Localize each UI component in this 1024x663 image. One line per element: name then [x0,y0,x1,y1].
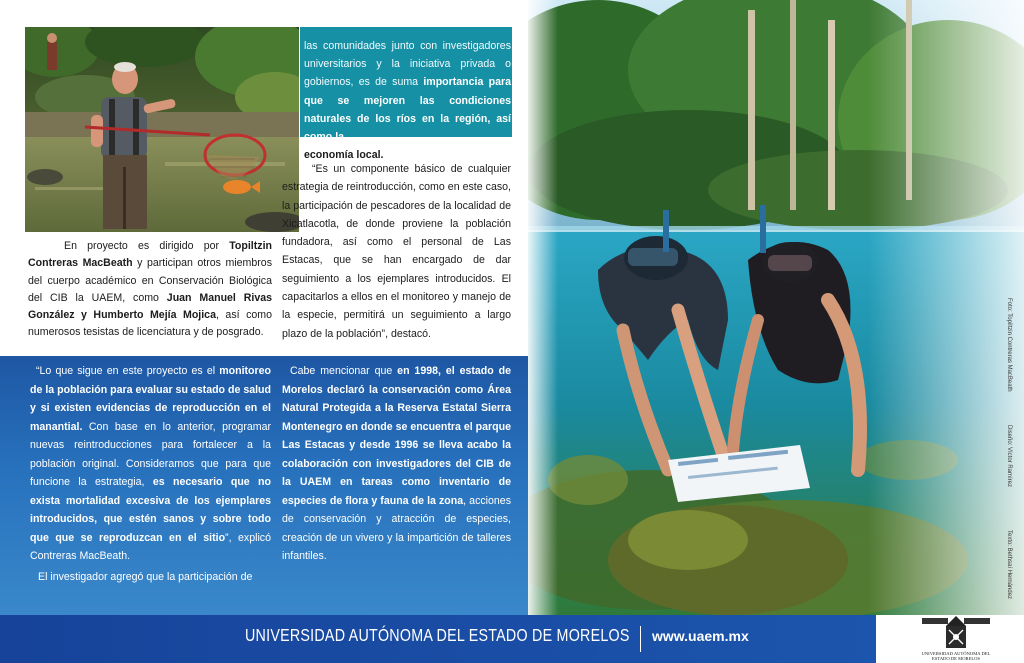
teal-text-1: las comunidades junto con investigadores universitarios y la iniciativa privada o gobiernos, es de suma [304,40,511,89]
logo-text-line-1: UNIVERSIDAD AUTÓNOMA DEL [921,651,991,656]
photo-credit: Foto: Topiltzin Contreras MacBeath [1006,298,1012,392]
footer-website-link[interactable]: www.uaem.mx [652,628,749,644]
blue-left-column [30,362,271,586]
footer-university-name: UNIVERSIDAD AUTÓNOMA DEL ESTADO DE MORELOS [245,625,630,645]
quote-paragraph: “Es un componente básico de cualquier estrategia de reintroducción, como en este caso, la participación de pescadores de la localidad de Xicatlacotla, de donde proviene la población fundadora, así como el personal de Las Estacas, que se han encargado de dar seguimiento a los ejemplares introducidos. El capacitarlos a ellos en el monitoreo y manejo de la especie, permitirá un seguimiento a largo plazo de la población”, destacó. [282,163,511,340]
intro-text-3: , así como numerosos tesistas de licenciatura y de posgrado. [28,309,272,339]
blue-left-bold-2: es necesario que no exista mortalidad excesiva de los ejemplares introducidos, que estén sanos y sobre todo que que se reproduzcan en el sitio [30,476,271,544]
teal-highlight-text [304,37,511,164]
intro-text-1: En proyecto es dirigido por [64,240,230,252]
blue-left-bold-1: monitoreo de la población para evaluar su estado de salud y si existen evidencias de reproducción en el manantial. [30,365,271,433]
blue-right-bold: en 1998, el estado de Morelos declaró la conservación como Área Natural Protegida a la Reserva Estatal Sierra Montenegro en donde se encuentra el parque Las Estacas y desde 1996 se lleva acabo la colaboración con investigadores del CIB de la UAEM en tareas como inventario de especies de flora y fauna de la zona [282,365,511,507]
blue-left-paragraph-1 [30,362,271,566]
teal-bold-conclusion: economía local. [304,149,384,162]
researcher-net-photo [25,27,299,232]
footer-separator [640,626,641,652]
blue-left-text-2: Con base en lo anterior, programar nuevas reintroducciones para fortalecer a la población original. Consideramos que para que funcione la estrategia, [30,420,271,488]
blue-right-text-1: Cabe mencionar que [290,365,398,377]
blue-left-paragraph-2: El investigador agregó que la participación de [38,570,253,583]
logo-text-line-2: ESTADO DE MORELOS [931,656,981,661]
intro-director-name: Topiltzin Contreras MacBeath [28,240,272,270]
underwater-divers-photo [528,0,1024,615]
blue-right-text-2: , acciones de conservación y atracción de especies, creación de un vivero y la impartición de talleres infantiles. [282,494,511,562]
design-credit: Diseño: Víctor Ramírez [1006,425,1012,488]
blue-left-text-1: “Lo que sigue en este proyecto es el [36,365,220,377]
teal-bold-text: importancia para que se mejoren las condiciones naturales de los ríos en la región, así como la [304,76,511,144]
intro-members-names: Juan Manuel Rivas González y Humberto Mejía Mojica [28,291,273,322]
text-credit: Texto: Bethsaí Hernández [1006,530,1012,600]
intro-text-2: y participan otros miembros del cuerpo académico en Conservación Biológica del CIB la UAEM, como [28,257,272,304]
blue-right-column [282,362,511,566]
blue-left-text-3: ”, explicó Contreras MacBeath. [30,531,271,562]
intro-paragraph [28,238,272,342]
uaem-logo-text [908,651,1004,661]
